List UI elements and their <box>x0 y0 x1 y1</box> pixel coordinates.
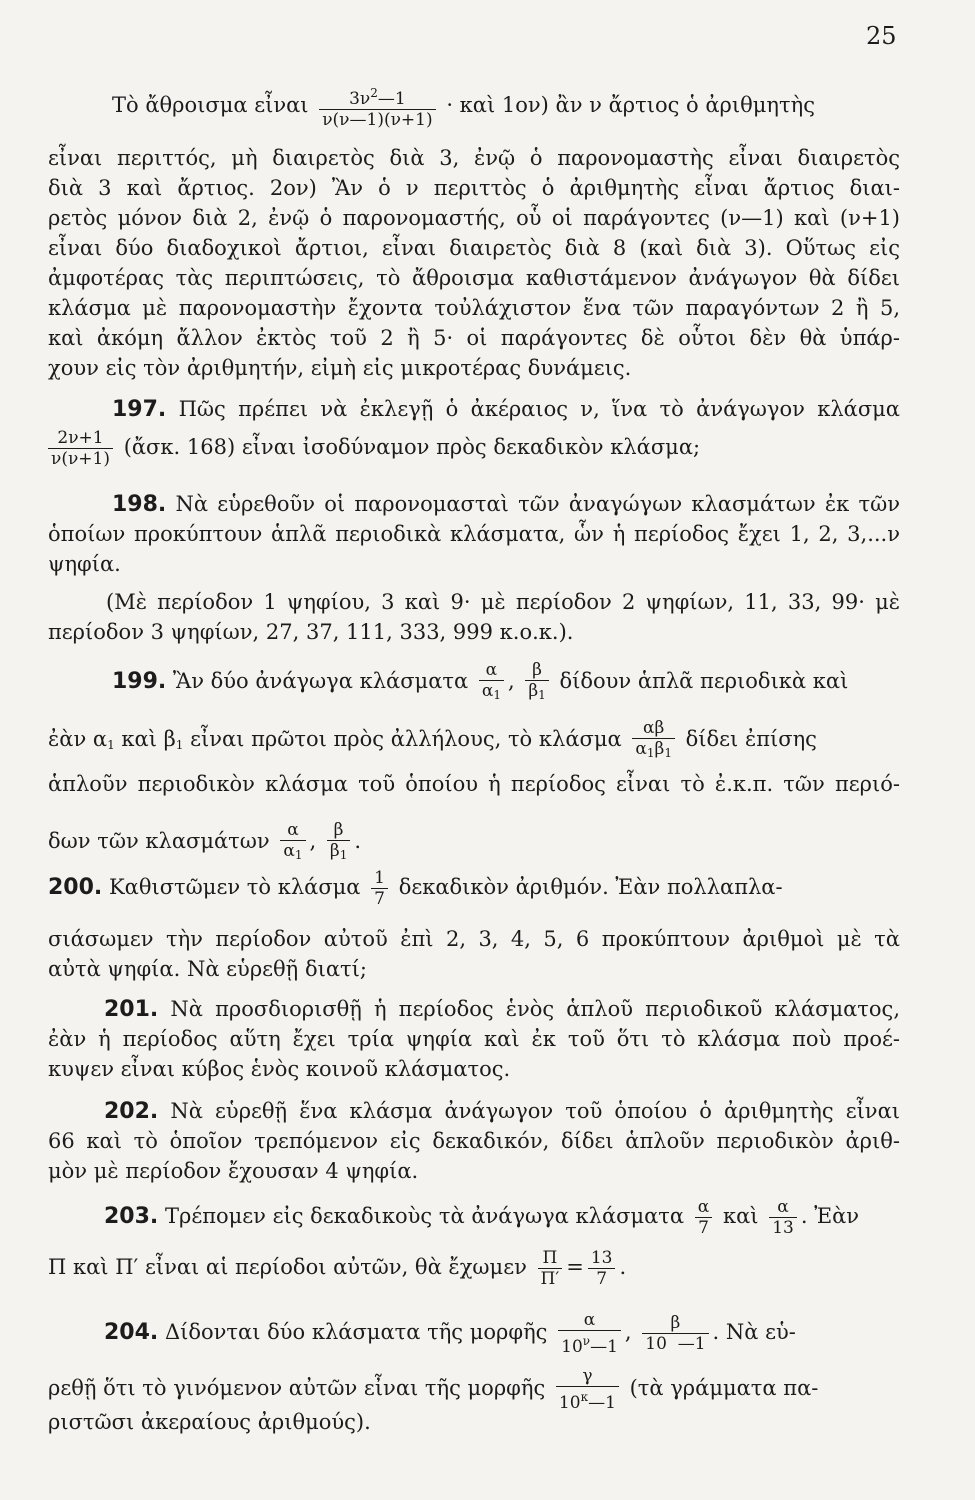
fraction-sum <box>319 83 435 130</box>
text: καὶ <box>722 1204 759 1228</box>
numerator: β <box>327 820 350 841</box>
problem-number: 200. <box>48 875 103 900</box>
denominator: 13 <box>772 1218 794 1238</box>
fraction-b-10 <box>642 1313 708 1354</box>
subscript: 1 <box>339 848 348 862</box>
fraction-b-b1 <box>525 660 548 705</box>
numerator: α <box>558 1310 621 1331</box>
denominator: Π′ <box>540 1269 560 1289</box>
subscript: 1 <box>664 746 672 760</box>
problem-number: 202. <box>104 1099 159 1124</box>
subscript: 1 <box>538 688 546 702</box>
denominator: ν(ν+1) <box>51 449 110 469</box>
denominator: 7 <box>596 1269 608 1289</box>
numerator: 3ν <box>349 89 371 109</box>
problem-198-line-4: (Μὲ περίοδον 1 ψηφίου, 3 καὶ 9· μὲ περίοδον 2 ψηφίων, 11, 33, 99· μὲ <box>106 590 900 614</box>
denominator-a: α <box>635 739 647 759</box>
fraction-g-10k <box>556 1366 619 1413</box>
problem-199-line-3: ἁπλοῦν περιοδικὸν κλάσμα τοῦ ὁποίου ἡ περίοδος εἶναι τὸ ἐ.κ.π. τῶν περιό- <box>48 772 900 796</box>
text: Ἂν δύο ἀνάγωγα κλάσματα <box>172 669 469 693</box>
text: , <box>624 1320 632 1344</box>
intro-line-6: ἀμφοτέρας τὰς περιπτώσεις, τὸ ἄθροισμα καθιστάμενον ἀνάγωγον θὰ δίδει <box>48 266 900 290</box>
text: δεκαδικὸν ἀριθμόν. Ἐὰν πολλαπλα- <box>398 875 783 899</box>
problem-202-line-3: μὸν μὲ περίοδον ἔχουσαν 4 ψηφία. <box>48 1159 419 1183</box>
problem-200-line-1 <box>48 868 900 909</box>
intro-line-7: κλάσμα μὲ παρονομαστὴν ἔχοντα τοὐλάχιστον ἕνα τῶν παραγόντων 2 ἢ 5, <box>48 296 900 320</box>
numerator: β <box>642 1313 708 1334</box>
problem-198-line-1 <box>112 490 900 519</box>
intro-line-3: διὰ 3 καὶ ἄρτιος. 2ον) Ἂν ὁ ν περιττὸς ὁ ἀριθμητὴς εἶναι ἄρτιος διαι- <box>48 176 900 200</box>
problem-199-line-1: 199. Ἂν δύο ἀνάγωγα κλάσματα $\frac{\alpha}{\alpha_1}$ , $\frac{\beta}{\beta_1}$ δίδουν ἁπλᾶ περιοδικὰ καὶ <box>112 660 900 705</box>
intro-line-2: εἶναι περιττός, μὴ διαιρετὸς διὰ 3, ἐνῷ ὁ παρονομαστὴς εἶναι διαιρετὸς <box>48 146 900 170</box>
text: Νὰ εὑρεθῇ ἕνα κλάσμα ἀνάγωγον τοῦ ὁποίου ὁ ἀριθμητὴς εἶναι <box>170 1099 900 1123</box>
text: Νὰ εὑρεθοῦν οἱ παρονομασταὶ τῶν ἀναγώγων κλασμάτων ἐκ τῶν <box>175 492 900 516</box>
exponent: κ <box>580 1390 589 1404</box>
text: Δίδονται δύο κλάσματα τῆς μορφῆς <box>164 1320 548 1344</box>
text: . Ἐὰν <box>800 1204 860 1228</box>
numerator: 2ν+1 <box>48 428 113 449</box>
intro-line-1 <box>112 83 900 130</box>
text: (ἄσκ. 168) εἶναι ἰσοδύναμον πρὸς δεκαδικὸν κλάσμα; <box>123 435 701 459</box>
denominator: 7 <box>374 889 385 909</box>
text: Νὰ προσδιορισθῇ ἡ περίοδος ἑνὸς ἁπλοῦ περιοδικοῦ κλάσματος, <box>170 997 900 1021</box>
problem-197-line-1 <box>112 395 900 424</box>
text: ρεθῇ ὅτι τὸ γινόμενον αὐτῶν εἶναι τῆς μορφῆς <box>48 1376 546 1400</box>
fraction-a-a1 <box>479 660 504 705</box>
text: . <box>619 1255 627 1279</box>
subscript: 1 <box>646 746 655 760</box>
problem-199-line-2 <box>48 718 900 763</box>
fraction-a-7 <box>695 1197 712 1238</box>
numerator-end: —1 <box>377 89 406 109</box>
numerator: α <box>280 820 305 841</box>
problem-200-line-3: αὐτὰ ψηφία. Νὰ εὑρεθῇ διατί; <box>48 957 367 981</box>
intro-line-8: καὶ ἀκόμη ἄλλον ἐκτὸς τοῦ 2 ἢ 5· οἱ παράγοντες δὲ οὗτοι δὲν θὰ ὑπάρ- <box>48 326 900 350</box>
problem-number: 203. <box>104 1204 159 1229</box>
denominator: α <box>481 681 494 701</box>
problem-number: 197. <box>112 397 167 422</box>
denominator: 10 <box>558 1393 581 1413</box>
problem-197-line-2 <box>48 428 900 469</box>
subscript: 1 <box>175 738 184 752</box>
fraction-13-7 <box>588 1248 616 1289</box>
numerator: γ <box>556 1366 619 1387</box>
page-number: 25 <box>866 22 897 50</box>
fraction-197 <box>48 428 113 469</box>
problem-199-line-4: δων τῶν κλασμάτων $\frac{\alpha}{\alpha_1}$ , $\frac{\beta}{\beta_1}$ . <box>48 820 900 865</box>
exponent: 2 <box>370 86 378 100</box>
subscript: 1 <box>493 688 501 702</box>
subscript: 1 <box>107 738 115 752</box>
text: εἶναι πρῶτοι πρὸς ἀλλήλους, τὸ κλάσμα <box>190 727 622 751</box>
fraction-a-a1 <box>280 820 305 865</box>
problem-204-line-3: ριστῶσι ἀκεραίους ἀριθμούς). <box>48 1410 371 1434</box>
problem-203-line-1 <box>104 1197 900 1238</box>
denominator-b: β <box>654 739 665 759</box>
numerator: α <box>695 1197 712 1218</box>
numerator: 1 <box>371 868 388 889</box>
fraction-b-b1 <box>327 820 350 865</box>
numerator: β <box>525 660 548 681</box>
problem-number: 204. <box>104 1320 159 1345</box>
fraction-P-P-prime <box>538 1248 563 1289</box>
problem-198-line-5: περίοδον 3 ψηφίων, 27, 37, 111, 333, 999 κ.ο.κ.). <box>48 620 574 644</box>
text: Πῶς πρέπει νὰ ἐκλεγῇ ὁ ἀκέραιος ν, ἵνα τὸ ἀνάγωγον κλάσμα <box>178 397 900 421</box>
problem-201-line-2: ἐὰν ἡ περίοδος αὕτη ἔχει τρία ψηφία καὶ ἐκ τοῦ ὅτι τὸ κλάσμα ποὺ προέ- <box>48 1027 900 1051</box>
denominator: β <box>528 681 539 701</box>
problem-number: 198. <box>112 492 167 517</box>
intro-line-4: ρετὸς μόνον διὰ 2, ἐνῷ ὁ παρονομαστής, οὗ οἱ παράγοντες (ν—1) καὶ (ν+1) <box>48 206 900 230</box>
fraction-a-10nu <box>558 1310 621 1357</box>
text: ἐὰν α <box>48 727 108 751</box>
text: Π καὶ Π′ εἶναι αἱ περίοδοι αὐτῶν, θὰ ἔχωμεν <box>48 1255 527 1279</box>
fraction-ab <box>632 718 675 763</box>
equals-sign: = <box>566 1255 584 1279</box>
problem-200-line-2: σιάσωμεν τὴν περίοδον αὐτοῦ ἐπὶ 2, 3, 4, 5, 6 προκύπτουν ἀριθμοὶ μὲ τὰ <box>48 927 900 951</box>
text: (τὰ γράμματα πα- <box>629 1376 819 1400</box>
text: δων τῶν κλασμάτων <box>48 829 270 853</box>
denominator: α <box>283 841 295 861</box>
numerator: 13 <box>588 1248 616 1269</box>
text: Καθιστῶμεν τὸ κλάσμα <box>108 875 361 899</box>
text: . Νὰ εὑ- <box>712 1320 796 1344</box>
denominator: ν(ν—1)(ν+1) <box>322 110 433 130</box>
fraction-a-13 <box>769 1197 797 1238</box>
denominator-end: —1 <box>588 1393 616 1413</box>
numerator: α <box>479 660 504 681</box>
problem-number: 201. <box>104 997 159 1022</box>
denominator: β <box>329 841 340 861</box>
problem-203-line-2 <box>48 1248 900 1289</box>
denominator: 10 —1 <box>645 1334 706 1354</box>
intro-line-9: χουν εἰς τὸν ἀριθμητήν, εἰμὴ εἰς μικροτέρας δυνάμεις. <box>48 356 632 380</box>
text: · καὶ 1ον) ἂν ν ἄρτιος ὁ ἀριθμητὴς <box>446 93 815 117</box>
problem-198-line-2: ὁποίων προκύπτουν ἁπλᾶ περιοδικὰ κλάσματα, ὧν ἡ περίοδος ἔχει 1, 2, 3,...ν <box>48 522 900 546</box>
text: Τὸ ἄθροισμα εἶναι <box>112 93 309 117</box>
numerator: αβ <box>632 718 675 739</box>
denominator-end: —1 <box>590 1337 618 1357</box>
text: καὶ β <box>121 727 176 751</box>
numerator: Π <box>538 1248 563 1269</box>
subscript: 1 <box>294 848 303 862</box>
denominator: 7 <box>698 1218 709 1238</box>
text: δίδει ἐπίσης <box>685 727 817 751</box>
intro-line-5: εἶναι δύο διαδοχικοὶ ἄρτιοι, εἶναι διαιρετὸς διὰ 8 (καὶ διὰ 3). Οὕτως εἰς <box>48 236 900 260</box>
denominator: 10 <box>561 1337 583 1357</box>
text: δίδουν ἁπλᾶ περιοδικὰ καὶ <box>559 669 849 693</box>
problem-201-line-3: κυψεν εἶναι κύβος ἑνὸς κοινοῦ κλάσματος. <box>48 1057 511 1081</box>
text: Τρέπομεν εἰς δεκαδικοὺς τὰ ἀνάγωγα κλάσματα <box>164 1204 685 1228</box>
problem-202-line-2: 66 καὶ τὸ ὁποῖον τρεπόμενον εἰς δεκαδικόν, δίδει ἁπλοῦν περιοδικὸν ἀριθ- <box>48 1129 900 1153</box>
problem-201-line-1 <box>104 995 900 1024</box>
numerator: α <box>769 1197 797 1218</box>
problem-204-line-1 <box>104 1310 900 1357</box>
problem-198-line-3: ψηφία. <box>48 552 121 576</box>
problem-202-line-1 <box>104 1097 900 1126</box>
exponent: ν <box>582 1334 591 1348</box>
fraction-1-7 <box>371 868 388 909</box>
problem-204-line-2 <box>48 1366 900 1413</box>
problem-number: 199. <box>112 669 167 694</box>
